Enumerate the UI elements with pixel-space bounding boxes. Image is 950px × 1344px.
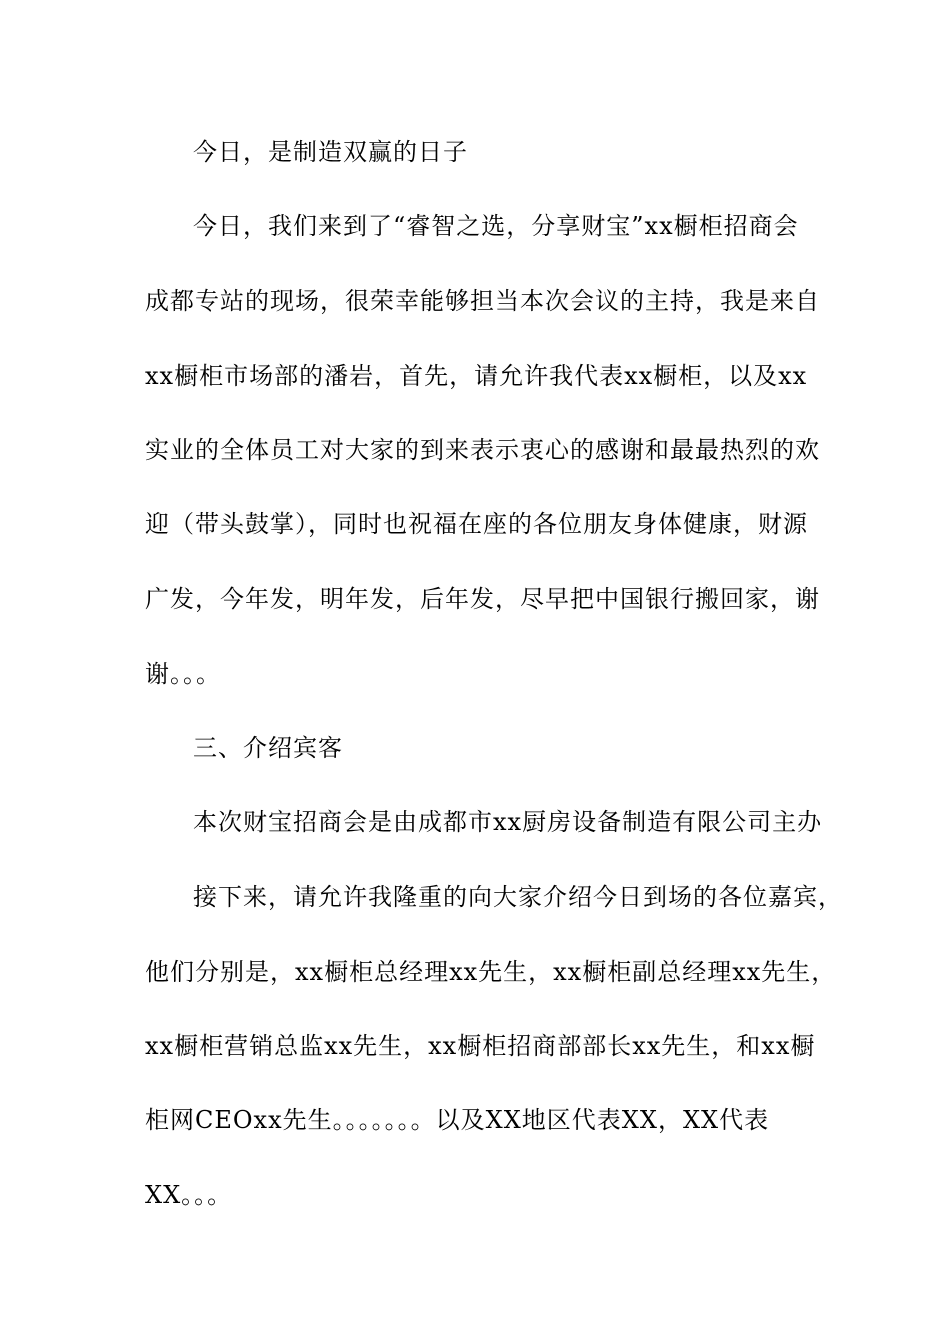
paragraph-line: 本次财宝招商会是由成都市xx厨房设备制造有限公司主办: [193, 808, 823, 836]
paragraph-line: 谢。。。: [145, 660, 221, 688]
paragraph-line: 柜网CEOxx先生。。。。。。。以及XX地区代表XX，XX代表: [145, 1106, 770, 1134]
paragraph-line: 实业的全体员工对大家的到来表示衷心的感谢和最最热烈的欢: [145, 436, 820, 464]
paragraph-line: 迎（带头鼓掌），同时也祝福在座的各位朋友身体健康，财源: [145, 510, 808, 538]
paragraph-line: 今日，我们来到了“睿智之选，分享财宝”xx橱柜招商会: [193, 212, 799, 240]
paragraph-line: 成都专站的现场，很荣幸能够担当本次会议的主持，我是来自: [145, 287, 820, 315]
paragraph-line: XX。。。: [145, 1181, 233, 1209]
paragraph-line: xx橱柜市场部的潘岩，首先，请允许我代表xx橱柜，以及xx: [145, 362, 808, 390]
paragraph-line: 接下来，请允许我隆重的向大家介绍今日到场的各位嘉宾，: [193, 883, 843, 911]
paragraph-line: xx橱柜营销总监xx先生，xx橱柜招商部部长xx先生，和xx橱: [145, 1032, 816, 1060]
paragraph-line: 他们分别是，xx橱柜总经理xx先生，xx橱柜副总经理xx先生，: [145, 958, 837, 986]
paragraph-heading-line: 今日，是制造双赢的日子: [193, 138, 468, 166]
section-heading: 三、介绍宾客: [193, 734, 343, 762]
paragraph-line: 广发，今年发，明年发，后年发，尽早把中国银行搬回家，谢: [145, 585, 820, 613]
